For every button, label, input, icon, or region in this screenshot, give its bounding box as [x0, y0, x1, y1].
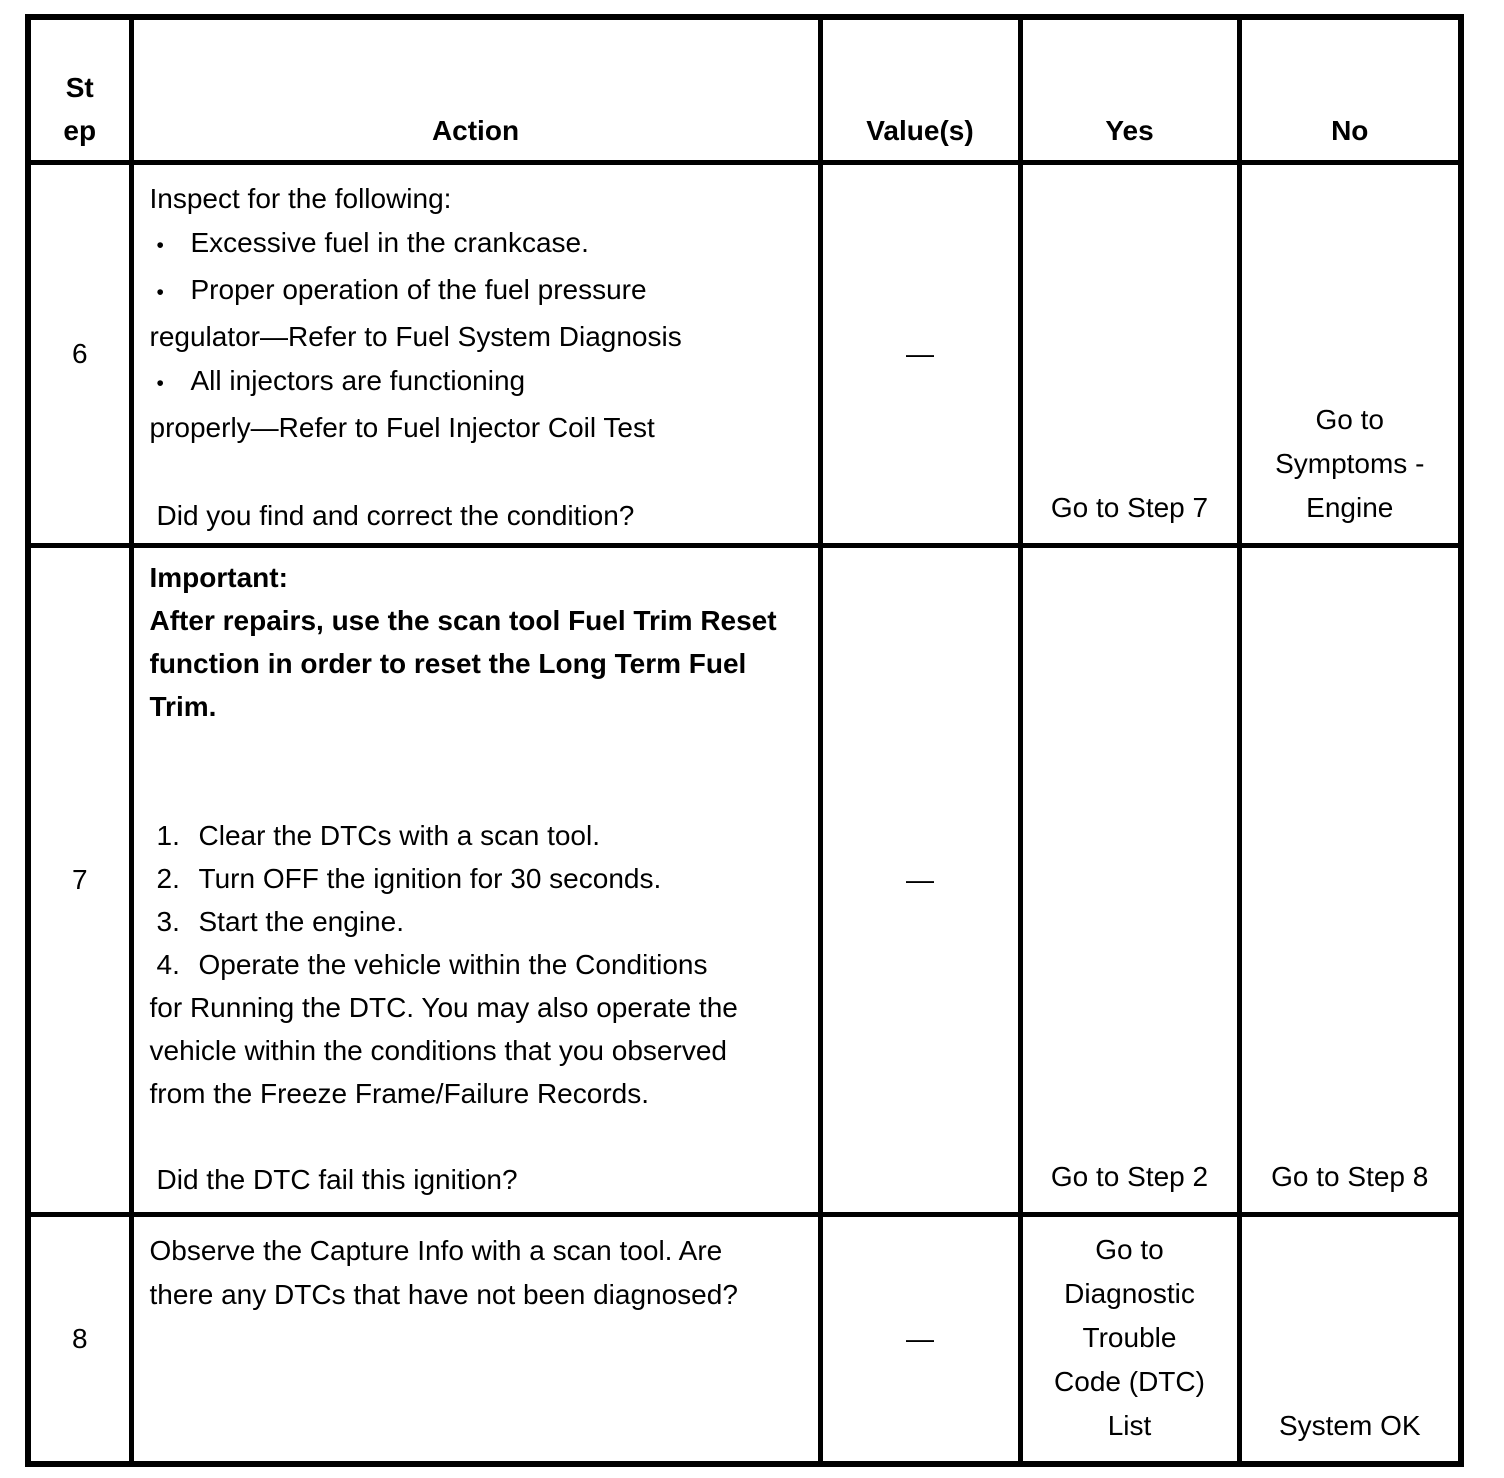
action-line: All injectors are functioning: [190, 364, 526, 396]
goto-line: Code (DTC): [1054, 1366, 1205, 1397]
step-number: 8: [28, 1214, 131, 1464]
action-question-line: Did you find and correct the condition?: [156, 499, 635, 531]
values-cell: —: [820, 545, 1020, 1214]
action-line: from the Freeze Frame/Failure Records.: [149, 1077, 649, 1109]
goto-line: Go to Step 7: [1050, 491, 1209, 523]
yes-cell: [1020, 1214, 1239, 1464]
bullet-icon: •: [156, 280, 164, 304]
header-cell-yes: Yes: [1020, 17, 1239, 162]
table-row-step-7: [28, 545, 1461, 1214]
action-numbered-line: [150, 943, 804, 986]
yes-cell: [1020, 162, 1239, 545]
important-text-line: After repairs, use the scan tool Fuel Trim Reset: [149, 604, 777, 636]
important-label: Important:: [149, 561, 288, 593]
important-text-line: function in order to reset the Long Term Fuel: [149, 647, 747, 679]
action-line: Clear the DTCs with a scan tool.: [198, 819, 600, 851]
action-line: vehicle within the conditions that you observed: [149, 1034, 727, 1066]
action-numbered-line: [150, 857, 804, 900]
action-line: Turn OFF the ignition for 30 seconds.: [198, 862, 662, 894]
table-row-step-8: [28, 1214, 1461, 1464]
action-line: properly—Refer to Fuel Injector Coil Test: [149, 411, 655, 443]
bullet-icon: •: [156, 371, 164, 395]
goto-line: List: [1107, 1410, 1152, 1441]
bullet-icon: •: [156, 233, 164, 257]
list-number: 2.: [156, 862, 180, 894]
action-cell: [131, 545, 820, 1214]
blank-line: [150, 1115, 804, 1158]
action-line: for Running the DTC. You may also operate the: [149, 991, 738, 1023]
important-text-line: Trim.: [149, 690, 217, 722]
no-cell: [1239, 162, 1461, 545]
goto-line: Engine: [1306, 491, 1394, 523]
action-line: there any DTCs that have not been diagnosed?: [149, 1278, 738, 1310]
action-line: Operate the vehicle within the Conditions: [198, 948, 708, 980]
goto-line: Go to: [1315, 403, 1384, 435]
values-cell: —: [820, 162, 1020, 545]
action-line: Inspect for the following:: [149, 182, 452, 214]
header-step-label: Step: [63, 71, 97, 146]
action-line: Start the engine.: [198, 905, 404, 937]
action-line: Excessive fuel in the crankcase.: [190, 226, 589, 258]
values-cell: —: [820, 1214, 1020, 1464]
goto-line: Diagnostic: [1064, 1278, 1195, 1309]
action-line: Observe the Capture Info with a scan tool. Are: [149, 1234, 723, 1266]
goto-line: Go to Step 2: [1050, 1160, 1209, 1192]
action-cell: [131, 1214, 820, 1464]
header-cell-step: [28, 17, 131, 162]
action-question-line: Did the DTC fail this ignition?: [156, 1163, 518, 1195]
no-cell: [1239, 545, 1461, 1214]
list-number: 1.: [156, 819, 180, 851]
blank-line: [150, 771, 804, 814]
no-cell: [1239, 1214, 1461, 1464]
action-line: Proper operation of the fuel pressure: [190, 273, 647, 305]
list-number: 3.: [156, 905, 180, 937]
step-number: 7: [28, 545, 131, 1214]
table-row-step-6: [28, 162, 1461, 545]
goto-line: Go to: [1095, 1234, 1164, 1265]
action-numbered-line: [150, 900, 804, 943]
blank-line: [150, 450, 804, 494]
goto-line: Trouble: [1082, 1322, 1177, 1353]
goto-line: System OK: [1278, 1410, 1421, 1441]
header-row: [28, 17, 1461, 162]
header-cell-action: Action: [131, 17, 820, 162]
action-bullet-line: [150, 268, 804, 315]
action-bullet-line: [150, 221, 804, 268]
list-number: 4.: [156, 948, 180, 980]
header-cell-values: Value(s): [820, 17, 1020, 162]
goto-line: Go to Step 8: [1271, 1160, 1429, 1192]
yes-cell: [1020, 545, 1239, 1214]
header-cell-no: No: [1239, 17, 1461, 162]
action-cell: [131, 162, 820, 545]
action-bullet-line: [150, 359, 804, 406]
diagnostic-steps-table: [25, 14, 1464, 1467]
goto-line: Symptoms -: [1275, 447, 1425, 479]
action-numbered-line: [150, 814, 804, 857]
action-line: regulator—Refer to Fuel System Diagnosis: [149, 320, 682, 352]
step-number: 6: [28, 162, 131, 545]
blank-line: [150, 728, 804, 771]
